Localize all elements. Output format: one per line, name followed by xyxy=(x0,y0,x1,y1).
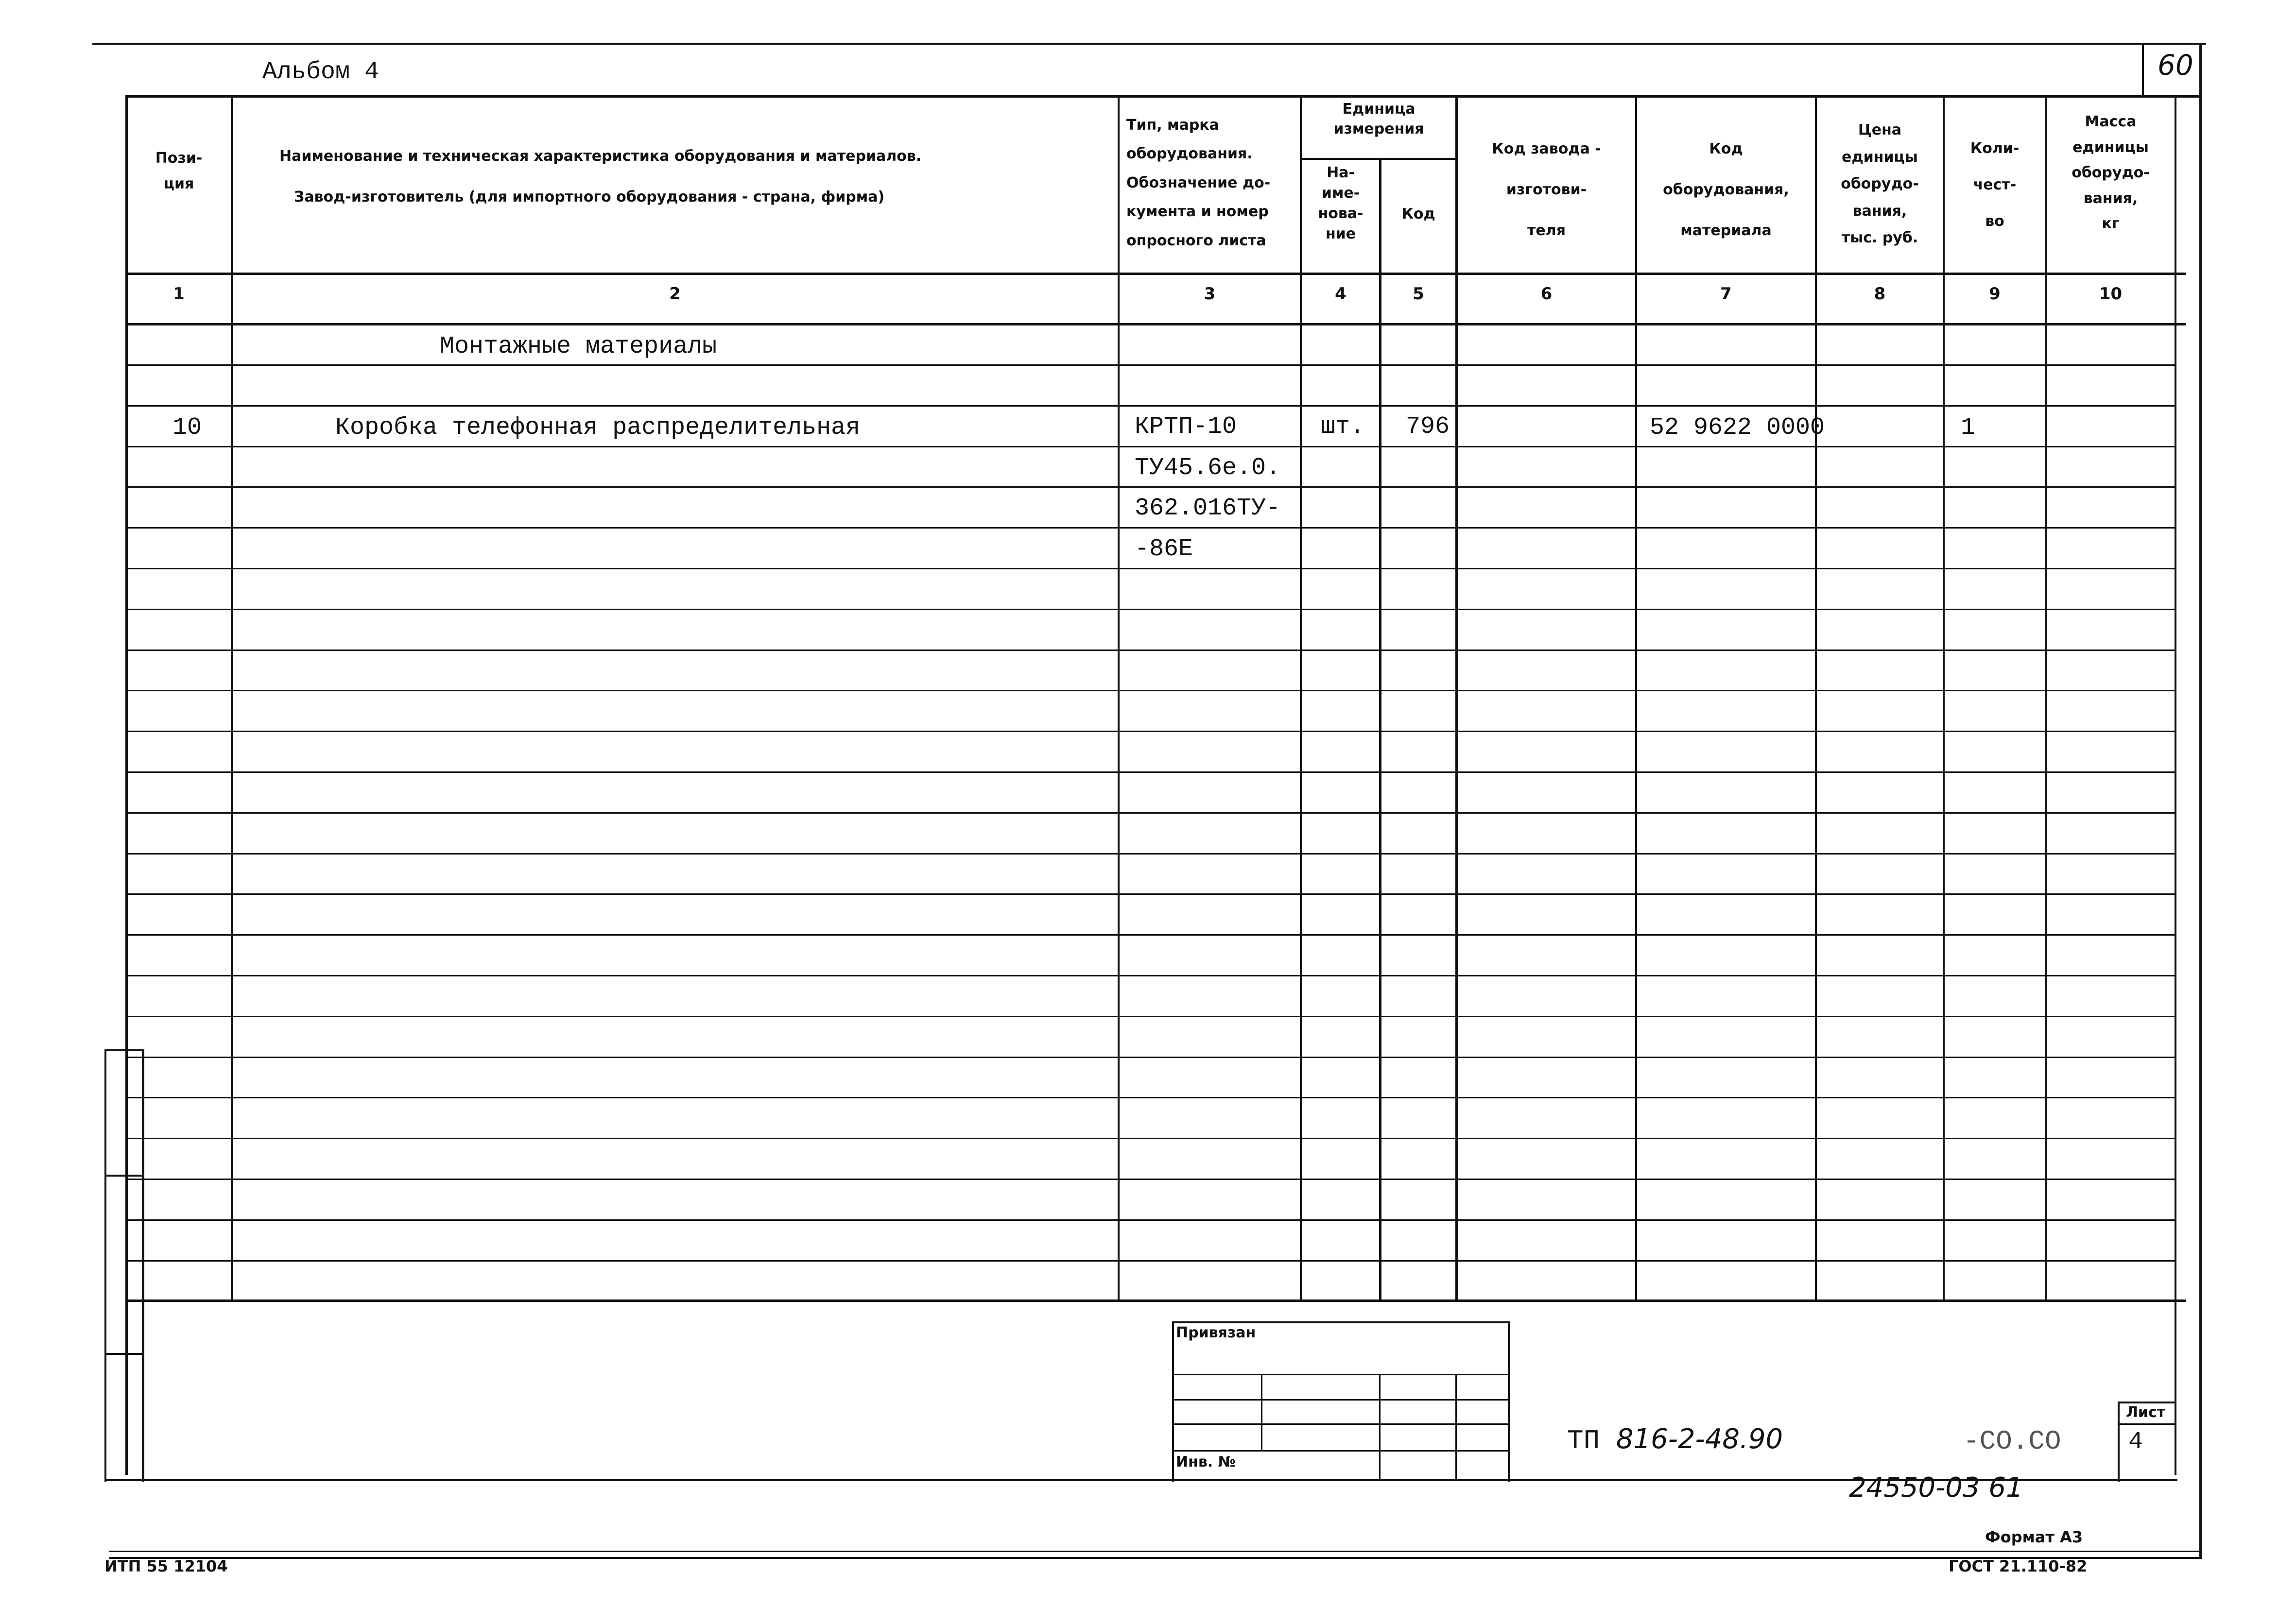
table-row-line xyxy=(127,364,2175,366)
table-header-bottom xyxy=(125,273,2186,275)
document-code: ТП 816-2-48.90 xyxy=(1567,1423,1783,1456)
margin-box-outer-left xyxy=(104,1049,106,1482)
table-row-line xyxy=(127,975,2175,976)
table-row-line xyxy=(127,1016,2175,1017)
stamp-row-4 xyxy=(1172,1450,1510,1452)
col-sep-9 xyxy=(2045,95,2047,1300)
frame-right xyxy=(2199,43,2202,1558)
unit-group-divider xyxy=(1300,158,1456,160)
stamp-right xyxy=(1508,1321,1510,1482)
table-row-line xyxy=(127,690,2175,691)
table-row-line xyxy=(127,731,2175,732)
table-row-line xyxy=(127,405,2175,407)
format-label: Формат А3 xyxy=(1985,1528,2083,1546)
stamp-col-1 xyxy=(1261,1374,1262,1452)
table-row-line xyxy=(127,1057,2175,1058)
row-quantity: 1 xyxy=(1961,414,1976,442)
col5-header: Код xyxy=(1401,205,1435,222)
col3-header: Тип, марка оборудования. Обозначение до- кумента и номер опросного листа xyxy=(1126,117,1271,249)
frame-bottom xyxy=(109,1557,2202,1559)
unit-group-header: Единица измерения xyxy=(1333,101,1424,137)
table-row-line xyxy=(127,1097,2175,1098)
col-sep-6 xyxy=(1635,95,1637,1300)
row-type: КРТП-10 xyxy=(1135,413,1237,441)
table-right xyxy=(2175,95,2176,1475)
colnum-2: 2 xyxy=(669,284,681,304)
table-row-line xyxy=(127,486,2175,488)
colnum-4: 4 xyxy=(1335,284,1347,304)
col6-header: Код завода - изготови- теля xyxy=(1492,140,1601,239)
list-value: 4 xyxy=(2128,1428,2143,1456)
table-colnum-bottom xyxy=(125,323,2186,325)
row-type-cont-3: -86Е xyxy=(1135,535,1193,563)
col-sep-7 xyxy=(1815,95,1817,1300)
row-type-cont-1: ТУ45.6е.0. xyxy=(1135,454,1281,482)
handwritten-number: 24550-03 61 xyxy=(1849,1472,2023,1504)
footer-line xyxy=(109,1551,2201,1552)
row-name: Коробка телефонная распределительная xyxy=(335,414,861,442)
table-row-line xyxy=(127,1179,2175,1180)
col2-header: Наименование и техническая характеристика оборудования и материалов. Завод-изготовитель (для импортного оборудования - страна, фирма) xyxy=(279,148,922,205)
row-unit-code: 796 xyxy=(1406,413,1450,441)
table-row-line xyxy=(127,527,2175,529)
margin-box-div-1 xyxy=(104,1175,143,1177)
list-box-left xyxy=(2118,1402,2120,1482)
col-sep-1 xyxy=(231,95,233,1300)
stamp-col-2 xyxy=(1379,1374,1381,1481)
margin-box-inner-left xyxy=(142,1049,144,1482)
col-sep-8 xyxy=(1943,95,1945,1300)
top-margin-line xyxy=(92,43,2206,45)
col-sep-4 xyxy=(1379,158,1381,1299)
document-suffix: -СО.СО xyxy=(1963,1426,2061,1457)
table-top xyxy=(125,95,2200,98)
stamp-top xyxy=(1172,1321,1510,1323)
list-box-mid xyxy=(2118,1423,2176,1425)
table-row-line xyxy=(127,609,2175,610)
table-row-line xyxy=(127,650,2175,651)
col-sep-3 xyxy=(1300,95,1302,1300)
album-title: Альбом 4 xyxy=(262,58,380,86)
col4-header: На- име- нова- ние xyxy=(1318,164,1364,242)
colnum-6: 6 xyxy=(1540,284,1553,304)
stamp-privyazan: Привязан xyxy=(1176,1324,1256,1341)
col9-header: Коли- чест- во xyxy=(1970,140,2020,230)
col7-header: Код оборудования, материала xyxy=(1663,140,1789,239)
table-row-line xyxy=(127,446,2175,447)
table-body-bottom xyxy=(125,1299,2186,1302)
colnum-7: 7 xyxy=(1720,284,1732,304)
list-box-top xyxy=(2118,1402,2176,1403)
col10-header: Масса единицы оборудо- вания, кг xyxy=(2072,113,2150,232)
stamp-col-3 xyxy=(1455,1374,1457,1481)
table-row-line xyxy=(127,934,2175,936)
table-row-line xyxy=(127,568,2175,569)
col8-header: Цена единицы оборудо- вания, тыс. руб. xyxy=(1841,121,1919,246)
table-row-line xyxy=(127,812,2175,814)
stamp-inv: Инв. № xyxy=(1176,1453,1236,1470)
col-sep-2 xyxy=(1118,95,1120,1300)
itp-label: ИТП 55 12104 xyxy=(104,1557,228,1575)
sheetnum-box-left xyxy=(2142,43,2144,96)
table-row-line xyxy=(127,771,2175,773)
table-row-line xyxy=(127,1260,2175,1262)
table-row-line xyxy=(127,1138,2175,1139)
stamp-row-3 xyxy=(1172,1423,1510,1425)
colnum-10: 10 xyxy=(2099,284,2123,304)
colnum-9: 9 xyxy=(1989,284,2001,304)
colnum-3: 3 xyxy=(1204,284,1216,304)
row-position: 10 xyxy=(173,414,202,442)
table-row-line xyxy=(127,1219,2175,1221)
stamp-row-1 xyxy=(1172,1374,1510,1375)
colnum-5: 5 xyxy=(1413,284,1424,304)
stamp-left xyxy=(1172,1321,1174,1482)
table-row-line xyxy=(127,893,2175,895)
section-title: Монтажные материалы xyxy=(440,333,717,360)
gost-label: ГОСТ 21.110-82 xyxy=(1949,1557,2088,1575)
margin-box-div-2 xyxy=(104,1353,143,1355)
list-label: Лист xyxy=(2126,1404,2166,1421)
colnum-1: 1 xyxy=(173,284,185,304)
margin-box-top xyxy=(104,1049,143,1051)
row-type-cont-2: 362.016ТУ- xyxy=(1135,495,1281,522)
col1-header: Пози- ция xyxy=(155,150,203,192)
stamp-row-2 xyxy=(1172,1399,1510,1401)
col-sep-5 xyxy=(1455,95,1458,1300)
sheet-number: 60 xyxy=(2158,49,2193,82)
row-unit: шт. xyxy=(1321,413,1365,441)
row-code: 52 9622 0000 xyxy=(1650,414,1825,442)
table-row-line xyxy=(127,853,2175,855)
colnum-8: 8 xyxy=(1874,284,1886,304)
